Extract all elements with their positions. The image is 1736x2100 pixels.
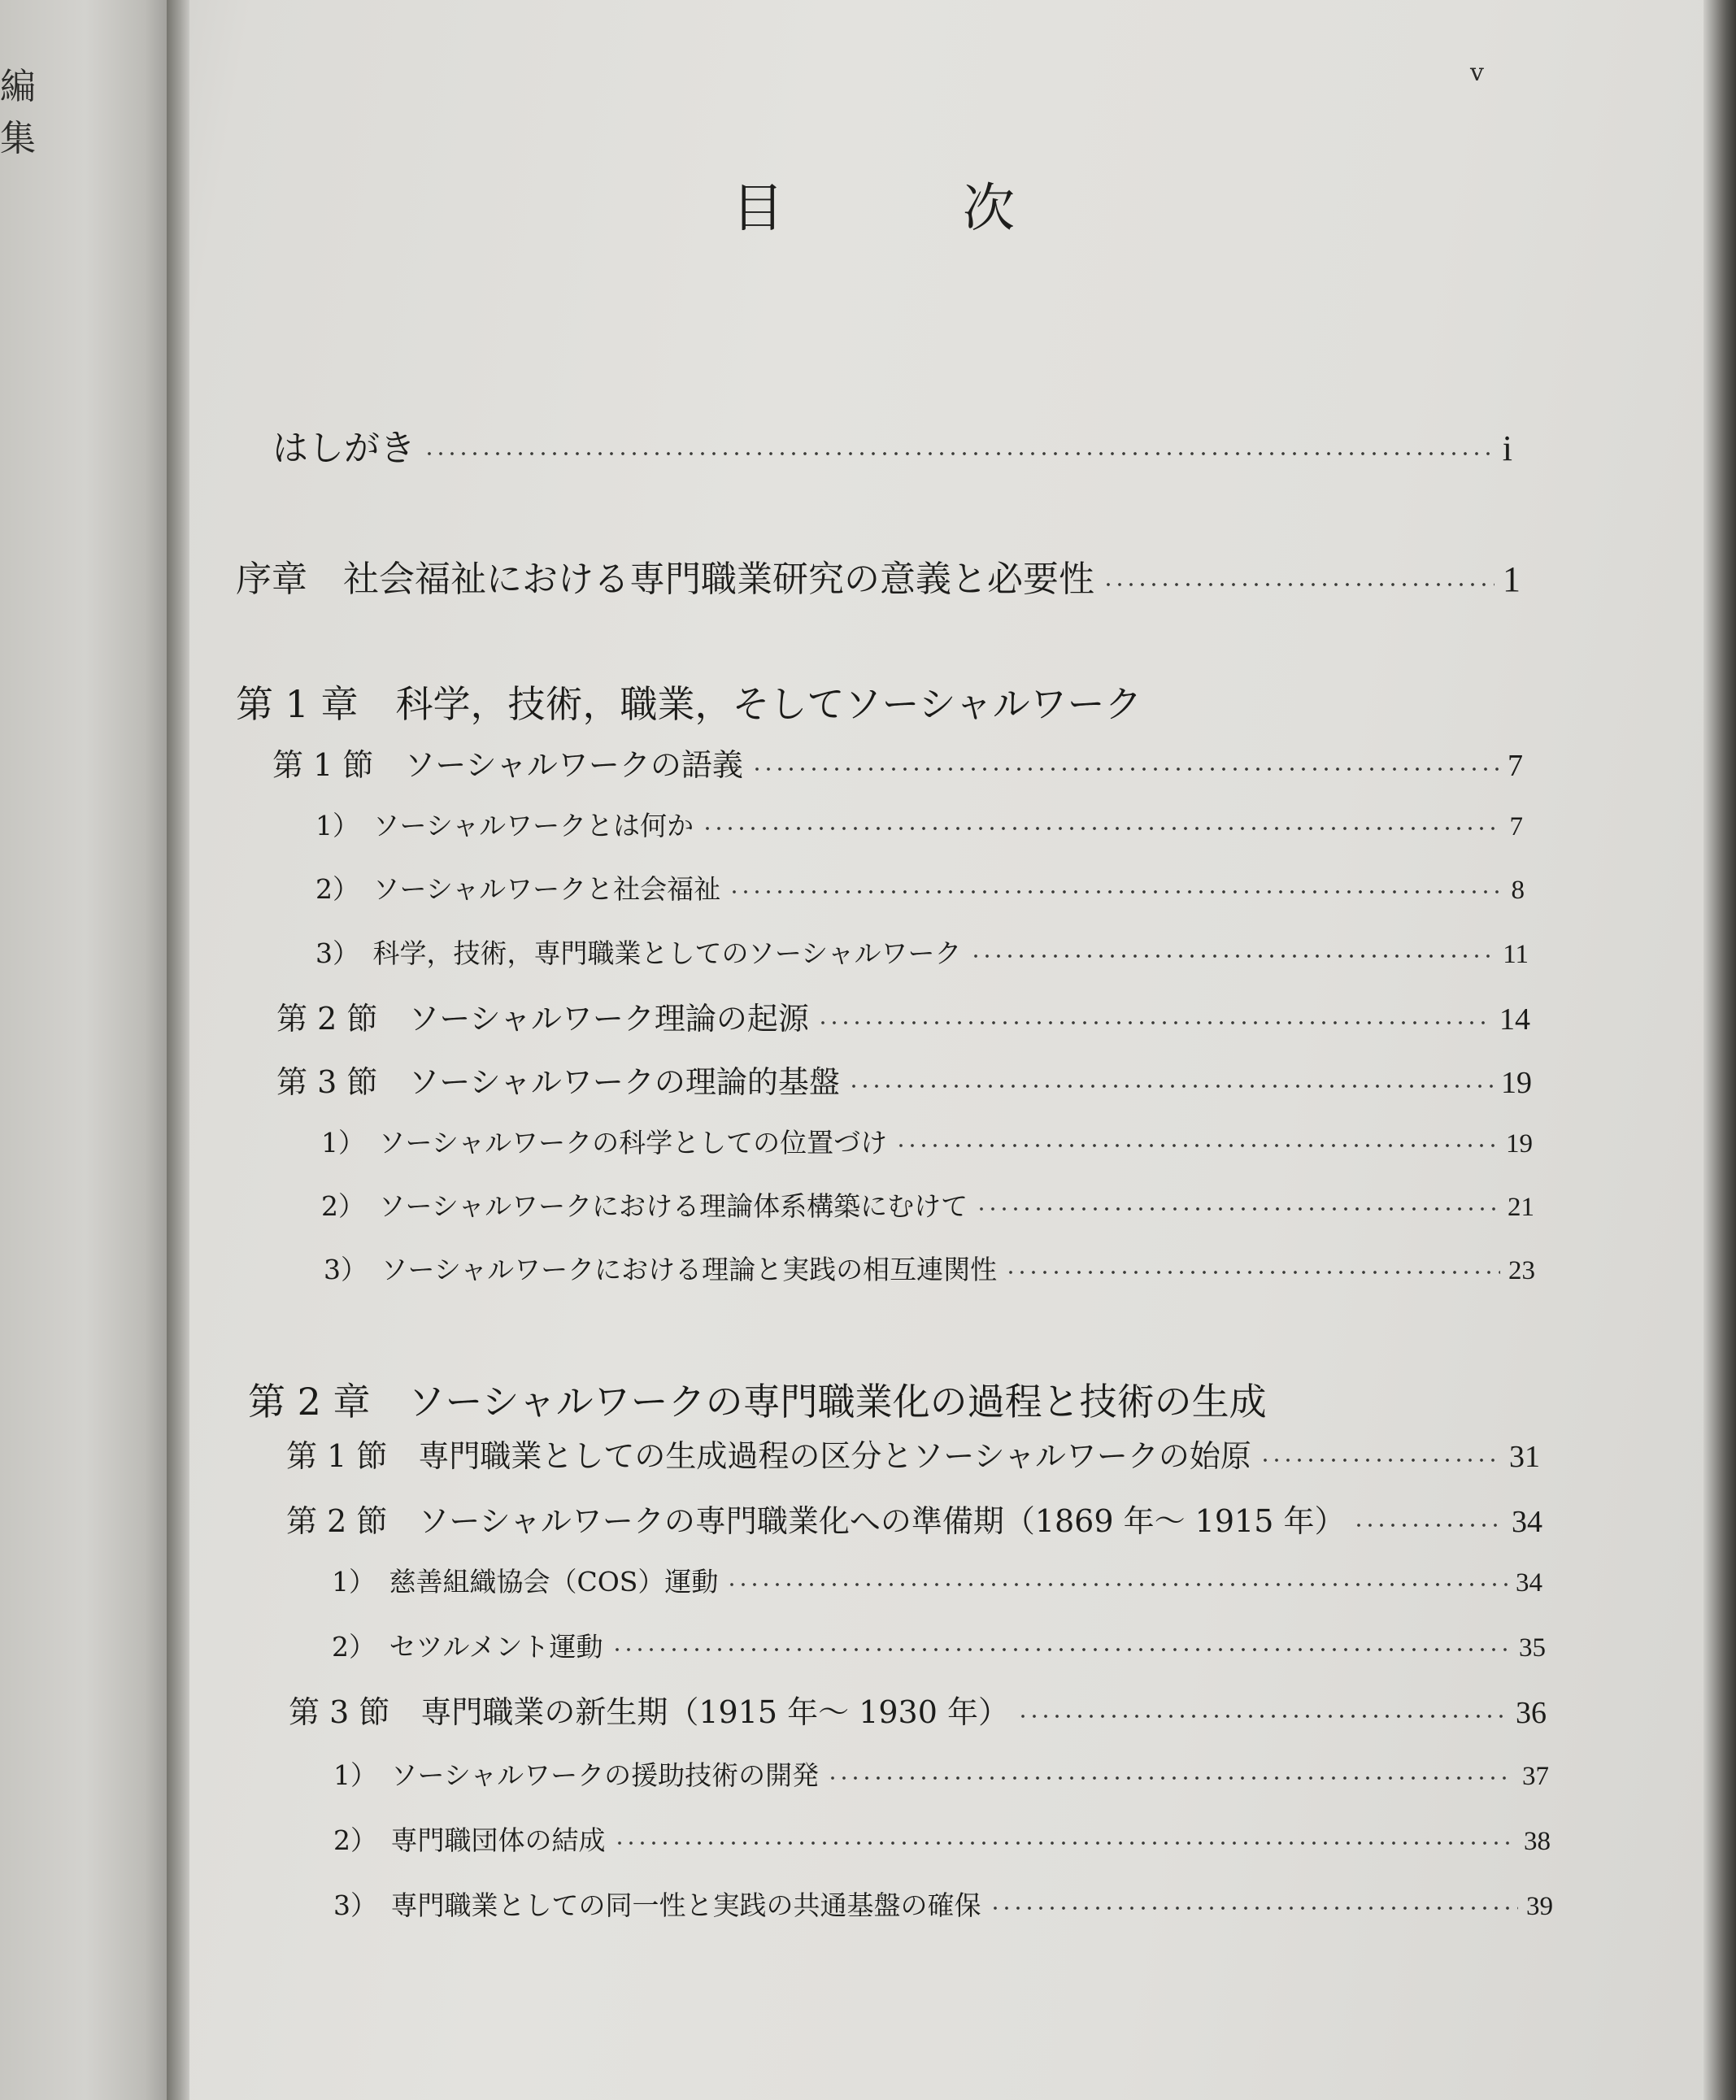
toc-page-number: 19 — [1506, 1129, 1533, 1159]
toc-chapter-heading: 第 2 章 ソーシャルワークの専門職業化の過程と技術の生成 — [248, 1380, 1267, 1424]
dot-leader — [729, 890, 1503, 893]
dot-leader — [976, 1207, 1499, 1211]
toc-page-number: 7 — [1508, 749, 1523, 783]
page-edge-shadow — [1703, 0, 1736, 2100]
dot-leader — [1103, 583, 1495, 586]
dot-leader — [848, 1085, 1493, 1088]
toc-subitem-entry — [321, 1122, 1533, 1160]
toc-page-number: 14 — [1499, 1002, 1530, 1037]
toc-section-entry — [276, 993, 1530, 1038]
toc-subitem-entry — [315, 933, 1529, 971]
dot-leader — [895, 1144, 1498, 1147]
toc-entry-label: 1） ソーシャルワークの援助技術の開発 — [333, 1759, 820, 1791]
toc-entry-label: 3） 専門職業としての同一性と実践の共通基盤の確保 — [333, 1889, 981, 1921]
toc-entry-label: 第 1 節 専門職業としての生成過程の区分とソーシャルワークの始原 — [286, 1438, 1251, 1474]
toc-subitem-entry — [333, 1754, 1549, 1793]
toc-entry-label: 第 3 節 ソーシャルワークの理論的基盤 — [276, 1064, 840, 1100]
toc-subitem-entry — [332, 1626, 1546, 1664]
toc-subitem-entry — [321, 1185, 1534, 1224]
toc-subitem-entry — [332, 1561, 1542, 1599]
dot-leader — [817, 1021, 1491, 1024]
toc-subitem-entry — [324, 1249, 1535, 1287]
toc-entry-label: 序章 社会福祉における専門職業研究の意義と必要性 — [236, 559, 1094, 600]
toc-section-entry — [289, 1687, 1547, 1732]
dot-leader — [1353, 1524, 1503, 1527]
toc-page-number: 34 — [1512, 1505, 1542, 1539]
toc-section-entry — [272, 740, 1523, 785]
toc-entry-label: 2） ソーシャルワークと社会福祉 — [315, 873, 721, 905]
toc-page-number: 36 — [1516, 1696, 1547, 1730]
toc-subitem-entry — [315, 868, 1525, 907]
toc-entry-label: 1） ソーシャルワークの科学としての位置づけ — [321, 1127, 888, 1159]
toc-section-entry — [286, 1496, 1542, 1541]
toc-page-number: 38 — [1524, 1827, 1551, 1856]
toc-page-number: 35 — [1519, 1633, 1546, 1663]
dot-leader — [751, 767, 1499, 771]
toc-subitem-entry — [333, 1885, 1553, 1923]
toc-entry-label: 3） ソーシャルワークにおける理論と実践の相互連関性 — [324, 1254, 998, 1285]
toc-section-entry — [276, 1057, 1532, 1102]
toc-page-number: 19 — [1501, 1066, 1532, 1100]
toc-entry-label: 2） 専門職団体の結成 — [333, 1824, 606, 1856]
toc-entry-label: 2） ソーシャルワークにおける理論体系構築にむけて — [321, 1190, 968, 1222]
facing-page-edge — [0, 0, 171, 2100]
dot-leader — [726, 1583, 1508, 1586]
toc-subitem-entry — [315, 805, 1523, 843]
facing-page-running-head: 編集 — [0, 66, 37, 159]
toc-entry-label: 第 2 節 ソーシャルワーク理論の起源 — [276, 1001, 809, 1037]
toc-entry-label: 第 2 節 ソーシャルワークの専門職業化への準備期（1869 年～ 1915 年） — [286, 1503, 1346, 1539]
dot-leader — [1260, 1459, 1501, 1462]
toc-entry-label: 第 1 節 ソーシャルワークの語義 — [272, 747, 743, 783]
dot-leader — [611, 1648, 1511, 1651]
dot-leader — [424, 452, 1495, 455]
dot-leader — [1017, 1715, 1508, 1718]
toc-entry-label: 1） ソーシャルワークとは何か — [315, 810, 694, 841]
toc-page-number: 37 — [1522, 1762, 1549, 1791]
toc-entry-introduction — [236, 550, 1521, 602]
dot-leader — [970, 954, 1495, 958]
dot-leader — [990, 1907, 1519, 1910]
toc-page-number: 7 — [1509, 812, 1523, 841]
toc-page-number: 8 — [1511, 876, 1525, 905]
dot-leader — [702, 827, 1501, 830]
toc-page-number: 21 — [1508, 1193, 1534, 1222]
toc-page-number: 23 — [1508, 1256, 1535, 1285]
toc-entry-preface — [272, 419, 1512, 471]
toc-page-number: 34 — [1516, 1568, 1542, 1598]
toc-page-number: i — [1502, 428, 1512, 468]
toc-entry-label: 第 3 節 専門職業の新生期（1915 年～ 1930 年） — [289, 1694, 1009, 1730]
toc-section-entry — [286, 1431, 1540, 1476]
toc-title: 目次 — [732, 179, 1194, 239]
toc-entry-label: 1） 慈善組織協会（COS）運動 — [332, 1566, 719, 1598]
page-number-folio: v — [1470, 59, 1484, 87]
toc-chapter-heading: 第 1 章 科学，技術，職業，そしてソーシャルワーク — [236, 682, 1142, 726]
dot-leader — [614, 1841, 1516, 1845]
toc-page-number: 31 — [1509, 1440, 1540, 1474]
toc-entry-label: はしがき — [272, 428, 416, 469]
toc-page-number: 1 — [1503, 559, 1521, 599]
toc-subitem-entry — [333, 1820, 1551, 1858]
toc-page-number: 11 — [1503, 940, 1529, 969]
toc-entry-label: 3） 科学，技術，専門職業としてのソーシャルワーク — [315, 937, 962, 969]
dot-leader — [1005, 1271, 1500, 1274]
dot-leader — [827, 1776, 1514, 1780]
book-spine-shadow — [167, 0, 189, 2100]
toc-page-number: 39 — [1526, 1892, 1553, 1921]
toc-entry-label: 2） セツルメント運動 — [332, 1631, 603, 1663]
